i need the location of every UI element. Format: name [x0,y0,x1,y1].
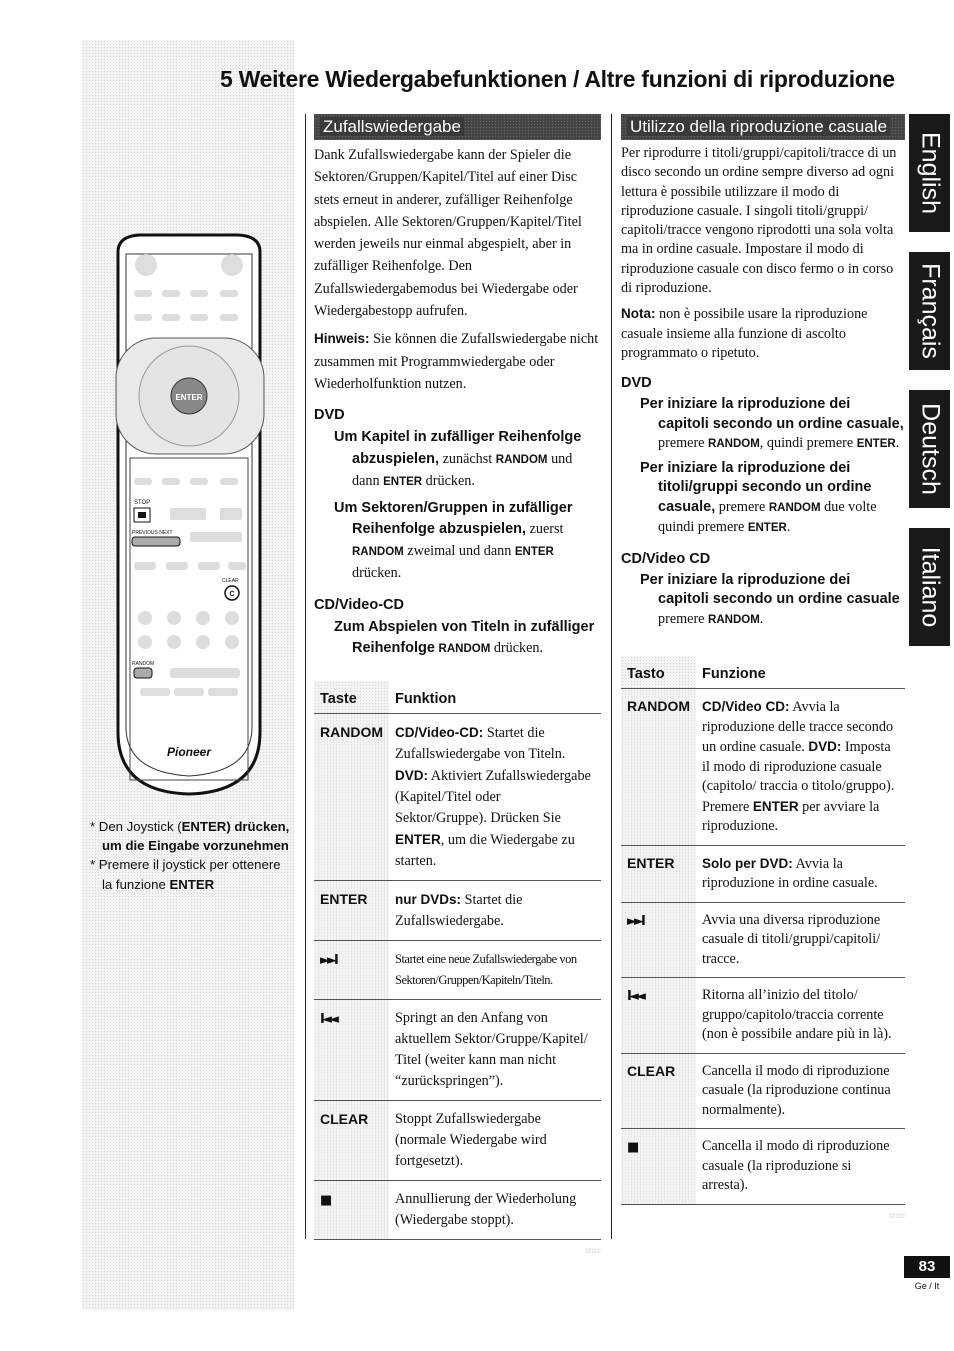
step2-de: Um Sektoren/Gruppen in zufälliger Reihenfolge abzuspielen, zuerst RANDOM zweimal und dann ENTER drücken. [334,499,573,582]
stop-icon: ■ [320,1192,330,1208]
stop-icon: ■ [627,1140,637,1156]
next-icon: ►►I [320,952,336,968]
table-row: CLEAR Cancella il modo di riproduzione casuale (la riproduzione continua normalmente). [621,1053,905,1129]
function-table-de [314,681,601,1240]
next-icon: ►►I [627,913,643,929]
column-divider-mid [611,114,612,1239]
section-heading-de: Zufallswiedergabe [314,114,601,140]
table-row: ENTER Solo per DVD: Avvia la riproduzione in ordine casuale. [621,845,905,902]
step1-de: Um Kapitel in zufälliger Reihenfolge abzuspielen, zunächst RANDOM und dann ENTER drücken. [334,429,582,490]
tab-francais: Français [909,252,950,370]
note-de: * Den Joystick (ENTER) drücken, um die Eingabe vorzunehmen [90,819,290,854]
remote-prevnext-label: PREVIOUS NEXT [132,530,173,536]
step3-de: Zum Abspielen von Titeln in zufälliger Reihenfolge RANDOM drücken. [334,618,595,657]
remote-enter-label: ENTER [175,393,203,402]
step1-it: Per iniziare la riproduzione dei capitoli secondo un ordine casuale, premere RANDOM, quindi premere ENTER. [640,396,904,452]
german-column [314,114,601,1253]
table-row: CLEAR Stoppt Zufallswiedergabe (normale Wiedergabe wird fortgesetzt). [314,1100,601,1180]
remote-notes [90,817,290,894]
remote-stop-label: STOP [134,500,151,506]
page-language: Ge / It [914,1281,940,1291]
intro-it: Per riprodurre i titoli/gruppi/capitoli/tracce di un disco secondo un ordine sempre diverso ad ogni lettura è possibile utilizzare il modo di riproduzione casuale. I singoli titoli/gruppi/ capitoli/tracce vengono riprodotti una sola volta ma in ordine casuale. Impostare il modo di riproduzione casuale con disco fermo o in corso di riproduzione. [621,145,897,297]
remote-random-label: RANDOM [132,661,155,667]
cd-label-de: CD/Video-CD [314,596,404,613]
remote-control-illustration [110,232,268,796]
tab-english: English [909,114,950,232]
table-end-mark [585,1248,601,1253]
hint-de: Hinweis: Sie können die Zufallswiedergabe nicht zusammen mit Programmwiedergabe oder Wiederholfunktion nutzen. [314,331,599,392]
section-heading-it: Utilizzo della riproduzione casuale [621,114,905,140]
function-table-it [621,656,905,1205]
tab-italiano: Italiano [909,528,950,646]
intro-de: Dank Zufallswiedergabe kann der Spieler die Sektoren/Gruppen/Kapitel/Titel auf einer Disc stets erneut in anderer, zufälliger Reihenfolge abspielen. Alle Sektoren/Gruppen/Kapitel/Titel werden jeweils nur einmal abgespielt, aber in zufälliger Reihenfolge. Den Zufallswiedergabemodus bei Wiedergabe oder Wiedergabestopp aufrufen. [314,147,582,320]
table-end-mark [889,1213,905,1218]
table-row: ►►I Startet eine neue Zufallswiedergabe von Sektoren/Gruppen/Kapiteln/Titeln. [314,940,601,999]
note-it-text: Nota: non è possibile usare la riproduzione casuale insieme alla funzione di ascolto programmato o ripetuto. [621,306,868,361]
table-row: ►►I Avvia una diversa riproduzione casuale di titoli/gruppi/capitoli/ tracce. [621,902,905,978]
table-header: Taste Funktion [314,681,601,714]
table-row: ENTER nur DVDs: Startet die Zufallswiedergabe. [314,880,601,940]
step3-it: Per iniziare la riproduzione dei capitoli secondo un ordine casuale premere RANDOM. [640,571,900,627]
table-row: I◄◄ Ritorna all’inizio del titolo/ gruppo/capitolo/traccia corrente (non è possibile andare più in là). [621,978,905,1054]
table-row: RANDOM CD/Video-CD: Startet die Zufallswiedergabe von Titeln. DVD: Aktiviert Zufallswiedergabe (Kapitel/Titel oder Sektor/Gruppe). Drücken Sie ENTER, um die Wiedergabe zu starten. [314,713,601,880]
tab-deutsch: Deutsch [909,390,950,508]
table-header: Tasto Funzione [621,656,905,689]
table-row: ■ Annullierung der Wiederholung (Wiedergabe stoppt). [314,1180,601,1239]
dvd-label-de: DVD [314,407,345,424]
table-row: I◄◄ Springt an den Anfang von aktuellem Sektor/Gruppe/Kapitel/ Titel (weiter kann man nicht “zurückspringen”). [314,999,601,1100]
remote-clear-label: CLEAR [222,578,239,584]
cd-label-it: CD/Video CD [621,550,711,567]
page-title: 5 Weitere Wiedergabefunktionen / Altre funzioni di riproduzione [220,66,895,92]
remote-brand: Pioneer [166,745,212,759]
page-number: 83 [904,1256,950,1278]
table-row: RANDOM CD/Video CD: Avvia la riproduzione delle tracce secondo un ordine casuale. DVD: Imposta il modo di riproduzione casuale (capitolo/ traccia o titolo/gruppo). Premere ENTER per avviare la riproduzione. [621,689,905,846]
step2-it: Per iniziare la riproduzione dei titoli/gruppi secondo un ordine casuale, premere RANDOM due volte quindi premere ENTER. [640,459,877,536]
previous-icon: I◄◄ [320,1011,336,1027]
note-it: * Premere il joystick per ottenere la funzione ENTER [90,857,281,892]
previous-icon: I◄◄ [627,989,643,1005]
column-divider-left [305,114,306,1239]
table-row: ■ Cancella il modo di riproduzione casuale (la riproduzione si arresta). [621,1129,905,1205]
svg-text:C: C [229,591,235,598]
remote-drawing [110,232,268,796]
dvd-label-it: DVD [621,375,652,392]
italian-column [621,114,905,1218]
